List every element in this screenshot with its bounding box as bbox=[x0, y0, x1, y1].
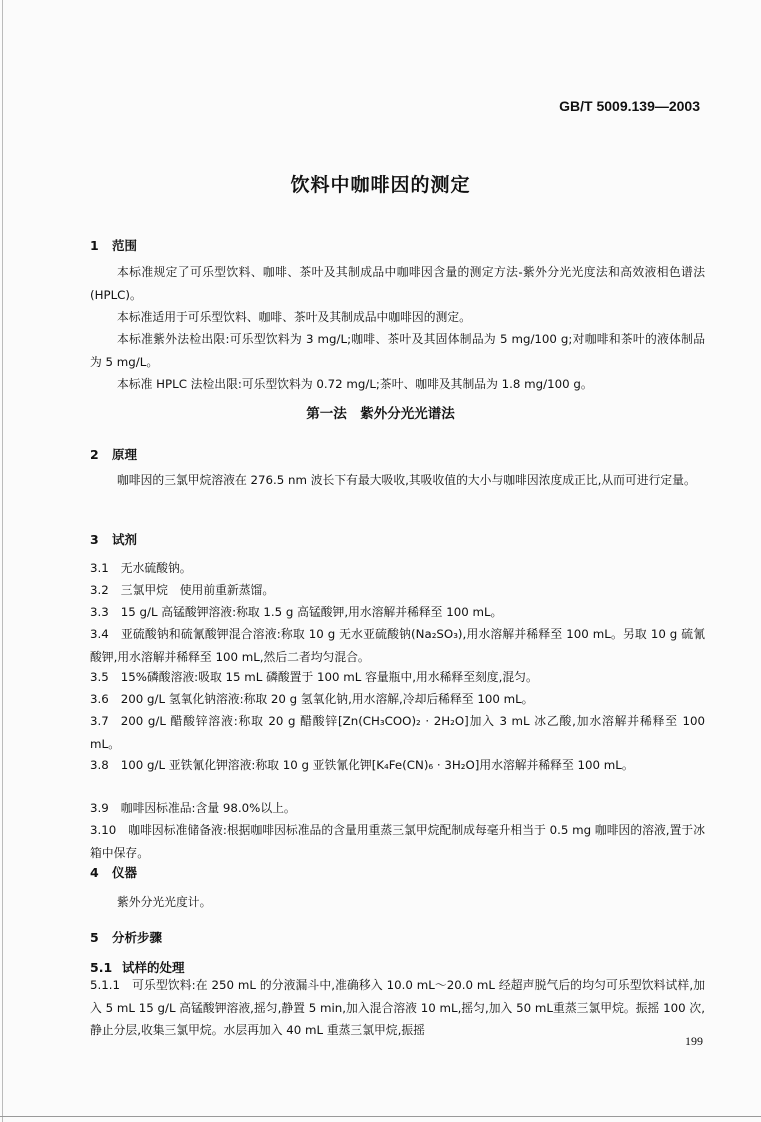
item-text: 200 g/L 氢氧化钠溶液:称取 20 g 氢氧化钠,用水溶解,冷却后稀释至 100 mL。 bbox=[120, 692, 534, 706]
section-title: 试剂 bbox=[112, 532, 138, 547]
item-text: 亚硫酸钠和硫氰酸钾混合溶液:称取 10 g 无水亚硫酸钠(Na₂SO₃),用水溶解并稀释至 100 mL。另取 10 g 硫氰酸钾,用水溶解并稀释至 100 mL,然后二者均匀混合。 bbox=[90, 627, 705, 664]
reagent-item bbox=[90, 688, 705, 711]
scope-paragraph-4: 本标准 HPLC 法检出限:可乐型饮料为 0.72 mg/L;茶叶、咖啡及其制品为 1.8 mg/100 g。 bbox=[117, 377, 593, 391]
page-number: 199 bbox=[685, 1034, 703, 1048]
item-text: 15 g/L 高锰酸钾溶液:称取 1.5 g 高锰酸钾,用水溶解并稀释至 100 mL。 bbox=[120, 605, 503, 619]
section-title: 仪器 bbox=[112, 865, 138, 880]
section-number: 4 bbox=[90, 865, 99, 880]
reagent-item bbox=[90, 797, 705, 820]
section-4-heading bbox=[90, 863, 137, 881]
section-title: 原理 bbox=[112, 447, 138, 462]
reagent-item bbox=[90, 754, 705, 777]
section-number: 3 bbox=[90, 532, 99, 547]
item-number: 3.1 bbox=[90, 561, 109, 575]
item-text: 咖啡因标准储备液:根据咖啡因标准品的含量用重蒸三氯甲烷配制成每毫升相当于 0.5 mg 咖啡因的溶液,置于冰箱中保存。 bbox=[90, 823, 705, 860]
section-title: 分析步骤 bbox=[112, 930, 163, 945]
section-2-heading bbox=[90, 445, 137, 463]
section-number: 2 bbox=[90, 447, 99, 462]
item-text: 15%磷酸溶液:吸取 15 mL 磷酸置于 100 mL 容量瓶中,用水稀释至刻度,混匀。 bbox=[120, 670, 538, 684]
item-number: 3.2 bbox=[90, 583, 109, 597]
scope-paragraph-2: 本标准适用于可乐型饮料、咖啡、茶叶及其制成品中咖啡因的测定。 bbox=[117, 310, 471, 324]
page-bottom-edge bbox=[0, 1116, 761, 1117]
item-text: 咖啡因标准品:含量 98.0%以上。 bbox=[120, 801, 296, 815]
page-left-edge bbox=[2, 0, 3, 1122]
item-number: 3.10 bbox=[90, 823, 117, 837]
section-number: 5 bbox=[90, 930, 99, 945]
item-number: 5.1.1 bbox=[90, 978, 121, 992]
reagent-item bbox=[90, 557, 705, 580]
scope-paragraph-3: 本标准紫外法检出限:可乐型饮料为 3 mg/L;咖啡、茶叶及其固体制品为 5 mg/100 g;对咖啡和茶叶的液体制品为 5 mg/L。 bbox=[90, 332, 705, 369]
item-text: 无水硫酸钠。 bbox=[120, 561, 192, 575]
item-text: 200 g/L 醋酸锌溶液:称取 20 g 醋酸锌[Zn(CH₃COO)₂ · 2H₂O]加入 3 mL 冰乙酸,加水溶解并稀释至 100 mL。 bbox=[90, 714, 705, 751]
item-text: 100 g/L 亚铁氰化钾溶液:称取 10 g 亚铁氰化钾[K₄Fe(CN)₆ · 3H₂O]用水溶解并稀释至 100 mL。 bbox=[120, 758, 634, 772]
section-number: 1 bbox=[90, 238, 99, 253]
section-3-heading bbox=[90, 530, 137, 548]
document-title: 饮料中咖啡因的测定 bbox=[290, 174, 471, 196]
item-number: 3.3 bbox=[90, 605, 109, 619]
reagent-item bbox=[90, 710, 705, 755]
section-5-heading bbox=[90, 928, 162, 946]
reagent-item bbox=[90, 579, 705, 602]
item-text: 三氯甲烷 使用前重新蒸馏。 bbox=[120, 583, 275, 597]
item-number: 3.5 bbox=[90, 670, 109, 684]
method-heading: 第一法 紫外分光光谱法 bbox=[306, 406, 455, 422]
item-number: 3.8 bbox=[90, 758, 109, 772]
principle-paragraph: 咖啡因的三氯甲烷溶液在 276.5 nm 波长下有最大吸收,其吸收值的大小与咖啡因浓度成正比,从而可进行定量。 bbox=[117, 473, 696, 487]
subsection-number: 5.1 bbox=[90, 960, 113, 975]
section-title: 范围 bbox=[112, 238, 138, 253]
item-number: 3.9 bbox=[90, 801, 109, 815]
standard-number: GB/T 5009.139—2003 bbox=[559, 98, 700, 114]
section-1-heading bbox=[90, 236, 137, 254]
item-number: 3.4 bbox=[90, 627, 109, 641]
item-number: 3.6 bbox=[90, 692, 109, 706]
apparatus-paragraph: 紫外分光光度计。 bbox=[117, 895, 212, 909]
reagent-item bbox=[90, 819, 705, 864]
reagent-item bbox=[90, 601, 705, 624]
subsection-title: 试样的处理 bbox=[122, 960, 185, 975]
reagent-item bbox=[90, 666, 705, 689]
item-text: 可乐型饮料:在 250 mL 的分液漏斗中,准确移入 10.0 mL～20.0 mL 经超声脱气后的均匀可乐型饮料试样,加入 5 mL 15 g/L 高锰酸钾溶液,摇匀,静置 5 min,加入混合溶液 10 mL,摇匀,加入 50 mL重蒸三氯甲烷。振摇 100 次,静止分层,收集三氯甲烷。水层再加入 40 mL 重蒸三氯甲烷,振摇 bbox=[90, 978, 705, 1037]
reagent-item bbox=[90, 623, 705, 668]
item-number: 3.7 bbox=[90, 714, 109, 728]
procedure-item bbox=[90, 974, 705, 1042]
scope-paragraph-1: 本标准规定了可乐型饮料、咖啡、茶叶及其制成品中咖啡因含量的测定方法-紫外分光光度法和高效液相色谱法(HPLC)。 bbox=[90, 265, 705, 302]
